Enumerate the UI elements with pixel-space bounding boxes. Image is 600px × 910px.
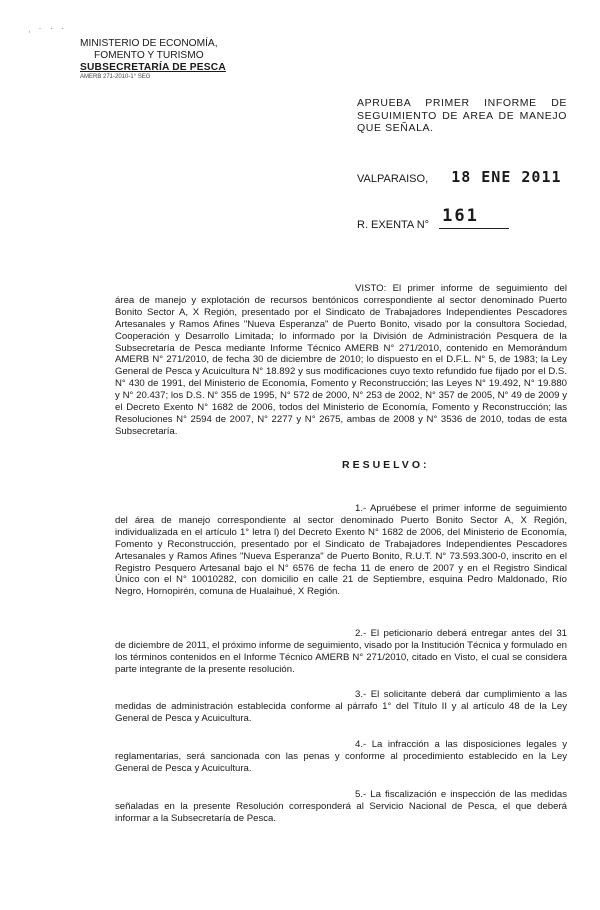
ministry-line: MINISTERIO DE ECONOMÍA, [80, 38, 218, 49]
letterhead [80, 38, 260, 81]
resolution-number-value: 161 [442, 206, 479, 226]
resolution-summary: APRUEBA PRIMER INFORME DE SEGUIMIENTO DE AREA DE MANEJO QUE SEÑALA. [357, 97, 567, 134]
article-3 [115, 689, 567, 725]
subsecretaria-line: SUBSECRETARÍA DE PESCA [80, 62, 226, 73]
date-line [357, 168, 562, 186]
article-text: 3.- El solicitante deberá dar cumplimiento a las medidas de administración establecida conforme al párrafo 1° del Título II y al artículo 48 de la Ley General de Pesca y Acuicultura. [115, 689, 567, 724]
article-text: 1.- Apruébese el primer informe de seguimiento del área de manejo correspondiente al sector denominado Puerto Bonito Sector A, X Región, individualizada en el artículo 1° letra l) del Decreto Exento N° 1682 de 2006, del Ministerio de Economía, Fomento y Reconstrucción, presentado por el Sindicato de Trabajadores Independientes Pescadores Artesanales y Ramos Afines "Nueva Esperanza" de Puerto Bonito, R.U.T. N° 73.593.300-0, inscrito en el Registro Pesquero Artesanal bajo el N° 6576 de fecha 11 de enero de 2007 y en el Registro Sindical Único con el N° 10010282, con domicilio en calle 21 de Septiembre, esquina Pedro Maldonado, Río Negro, Hornopirén, comuna de Hualaihué, X Región. [115, 503, 567, 598]
resuelvo-title: RESUELVO: [342, 459, 430, 471]
article-4 [115, 739, 567, 775]
memo-reference: AMERB 271-2010-1° SEG [80, 74, 151, 80]
date-stamp: 18 ENE 2011 [451, 168, 562, 186]
article-2 [115, 628, 567, 676]
city: VALPARAISO, [357, 173, 429, 185]
visto-paragraph [115, 283, 567, 438]
article-5 [115, 789, 567, 825]
article-1 [115, 503, 567, 598]
article-text: 5.- La fiscalización e inspección de las medidas señaladas en la presente Resolución corresponderá al Servicio Nacional de Pesca, el que deberá informar a la Subsecretaría de Pesca. [115, 789, 567, 824]
scan-artifact: · ˙ ˙ ˙ [28, 28, 67, 38]
ministry-line: FOMENTO Y TURISMO [94, 50, 204, 61]
article-text: 2.- El peticionario deberá entregar antes del 31 de diciembre de 2011, el próximo informe de seguimiento, visado por la Institución Técnica y formulado en los términos contenidos en el Informe Técnico AMERB N° 271/2010, citado en Visto, el cual se considera parte integrante de la presente resolución. [115, 628, 567, 675]
number-underline [439, 228, 509, 229]
resolution-label: R. EXENTA N° [357, 219, 430, 231]
visto-text: VISTO: El primer informe de seguimiento del área de manejo y explotación de recursos bentónicos correspondiente al sector denominado Puerto Bonito Sector A, X Región, presentado por el Sindicato de Trabajadores Independientes Pescadores Artesanales y Ramos Afines "Nueva Esperanza" de Puerto Bonito, visado por la consultora Sociedad, Cooperación y Desarrollo Limitada; lo informado por la División de Administración Pesquera de la Subsecretaría de Pesca mediante Informe Técnico AMERB N° 271/2010, contenido en Memorándum AMERB N° 271/2010, de fecha 30 de diciembre de 2010; lo dispuesto en el D.F.L. N° 5, de 1983; la Ley General de Pesca y Acuicultura N° 18.892 y sus modificaciones cuyo texto refundido fue fijado por el D.S. N° 430 de 1991, del Ministerio de Economía, Fomento y Reconstrucción; las Leyes N° 19.492, N° 19.880 y N° 20.437; los D.S. N° 355 de 1995, N° 572 de 2000, N° 253 de 2002, N° 357 de 2005, N° 49 de 2009 y el Decreto Exento N° 1682 de 2006, todos del Ministerio de Economía, Fomento y Reconstrucción; las Resoluciones N° 2594 de 2007, N° 2277 y N° 2675, ambas de 2008 y N° 3536 de 2010, todas de esta Subsecretaría. [115, 283, 567, 437]
resolution-number [357, 206, 479, 233]
article-text: 4.- La infracción a las disposiciones legales y reglamentarias, será sancionada con las penas y conforme al procedimiento establecido en la Ley General de Pesca y Acuicultura. [115, 739, 567, 774]
